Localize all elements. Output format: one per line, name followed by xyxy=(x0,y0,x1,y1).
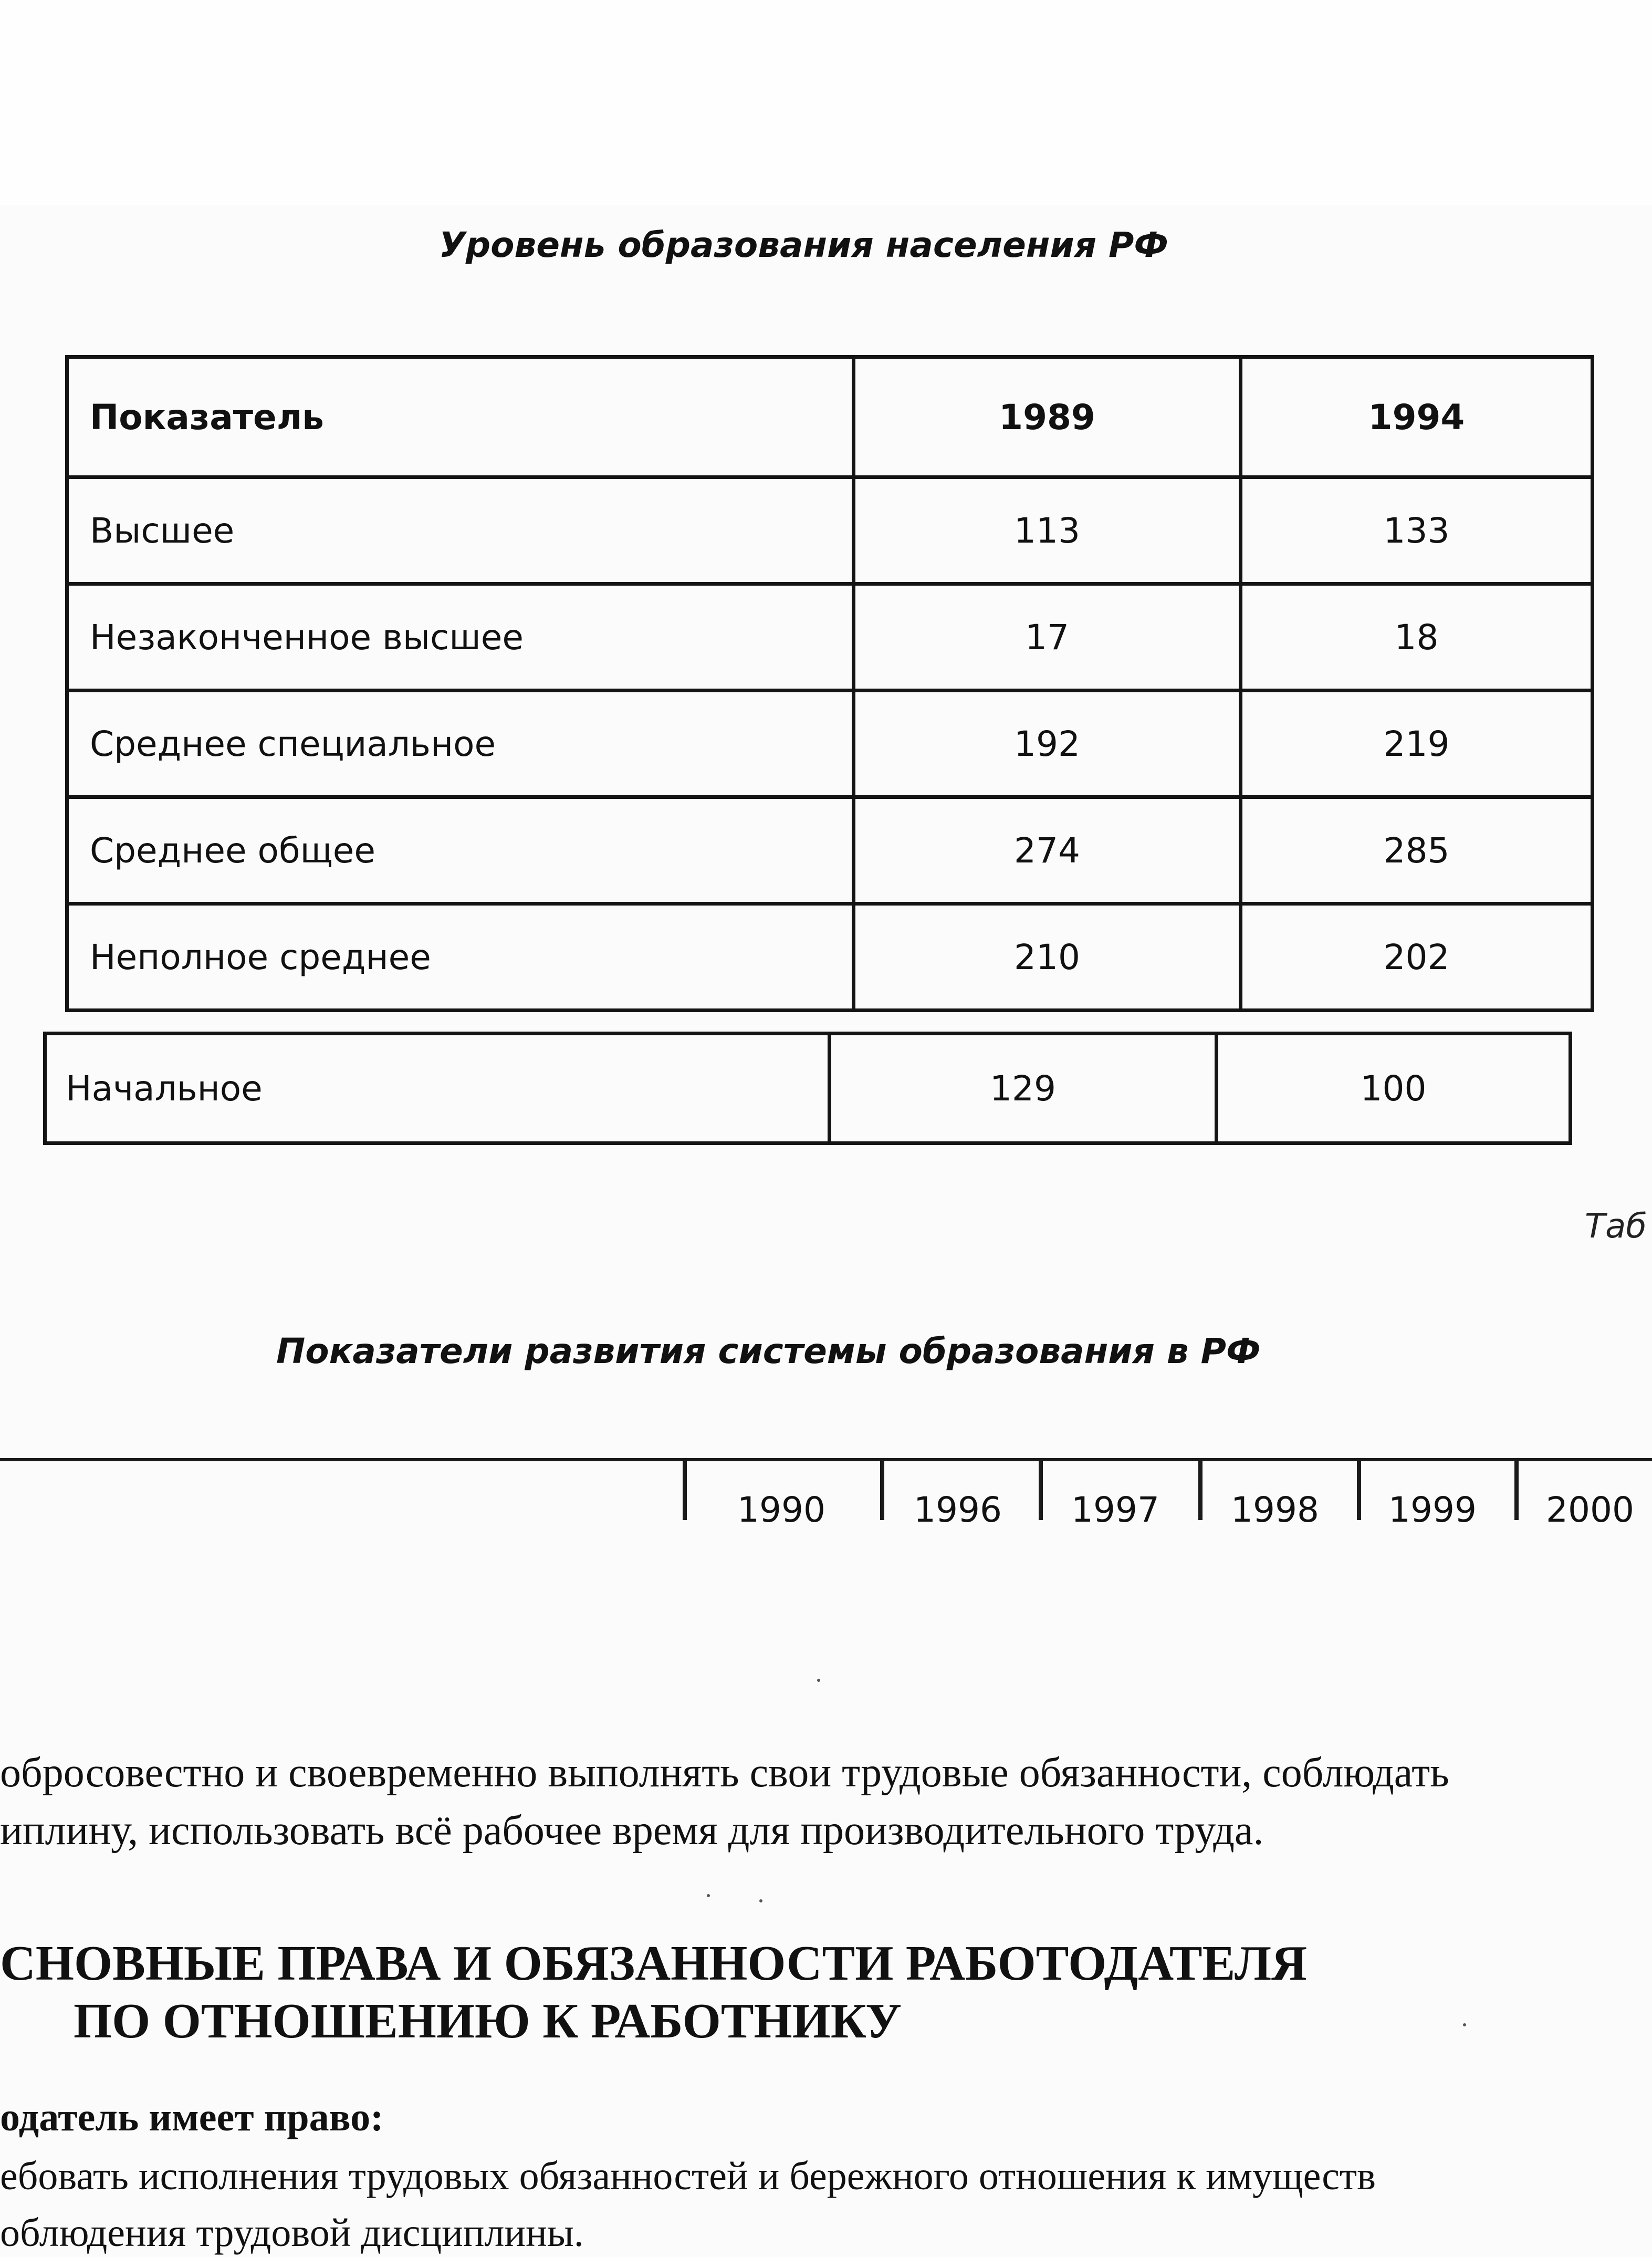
scan-speck xyxy=(817,1679,820,1682)
column-divider xyxy=(1357,1458,1361,1520)
cell-1989: 113 xyxy=(854,477,1241,584)
cell-1994: 219 xyxy=(1241,691,1593,797)
paragraph-line: облюдения трудовой дисциплины. xyxy=(0,2211,584,2255)
cell-1994: 100 xyxy=(1217,1034,1571,1143)
subsection-heading: одатель имеет право: xyxy=(0,2095,384,2139)
header-year-1994: 1994 xyxy=(1241,357,1593,477)
section-heading: ПО ОТНОШЕНИЮ К РАБОТНИКУ xyxy=(74,1994,902,2048)
cell-1989: 192 xyxy=(854,691,1241,797)
column-divider xyxy=(683,1458,687,1520)
section-heading: СНОВНЫЕ ПРАВА И ОБЯЗАННОСТИ РАБОТОДАТЕЛЯ xyxy=(0,1936,1307,1991)
row-label: Высшее xyxy=(67,477,854,584)
cell-1989: 274 xyxy=(854,797,1241,904)
education-level-table-continued xyxy=(43,1032,1572,1145)
year-header-1998: 1998 xyxy=(1231,1490,1319,1530)
table2-top-border xyxy=(0,1458,1652,1461)
cell-1994: 285 xyxy=(1241,797,1593,904)
paragraph-line: иплину, использовать всё рабочее время для производительного труда. xyxy=(0,1807,1264,1854)
row-label: Неполное среднее xyxy=(67,904,854,1011)
table-header-row xyxy=(67,357,1593,477)
header-year-1989: 1989 xyxy=(854,357,1241,477)
column-divider xyxy=(1039,1458,1043,1520)
column-divider xyxy=(1514,1458,1519,1520)
year-header-1990: 1990 xyxy=(737,1490,825,1530)
row-label: Незаконченное высшее xyxy=(67,584,854,691)
year-header-1999: 1999 xyxy=(1388,1490,1477,1530)
row-label: Среднее общее xyxy=(67,797,854,904)
education-level-table xyxy=(65,355,1594,1012)
cell-1994: 133 xyxy=(1241,477,1593,584)
table-row xyxy=(67,691,1593,797)
table-row xyxy=(67,797,1593,904)
table2-title: Показатели развития системы образования в РФ xyxy=(276,1331,1261,1371)
table-row xyxy=(67,904,1593,1011)
cell-1994: 18 xyxy=(1241,584,1593,691)
table-row xyxy=(67,584,1593,691)
paragraph-line: ебовать исполнения трудовых обязанностей и бережного отношения к имуществ xyxy=(0,2154,1376,2198)
year-header-1997: 1997 xyxy=(1071,1490,1159,1530)
paragraph-line: обросовестно и своевременно выполнять свои трудовые обязанности, соблюдать xyxy=(0,1750,1449,1796)
column-divider xyxy=(1198,1458,1203,1520)
cell-1989: 17 xyxy=(854,584,1241,691)
header-indicator: Показатель xyxy=(67,357,854,477)
table-row xyxy=(67,477,1593,584)
cell-1989: 129 xyxy=(830,1034,1217,1143)
column-divider xyxy=(880,1458,884,1520)
table2-header xyxy=(0,1458,1652,1532)
table1-title: Уровень образования населения РФ xyxy=(439,225,1168,265)
year-header-1996: 1996 xyxy=(914,1490,1002,1530)
blank-margin xyxy=(0,0,1652,205)
row-label: Начальное xyxy=(45,1034,830,1143)
cell-1989: 210 xyxy=(854,904,1241,1011)
row-label: Среднее специальное xyxy=(67,691,854,797)
scan-speck xyxy=(1463,2023,1466,2026)
scan-speck xyxy=(759,1899,762,1902)
table-row xyxy=(45,1034,1571,1143)
scan-speck xyxy=(707,1894,710,1897)
table-caption: Таб xyxy=(1585,1207,1647,1246)
cell-1994: 202 xyxy=(1241,904,1593,1011)
year-header-2000: 2000 xyxy=(1546,1490,1634,1530)
